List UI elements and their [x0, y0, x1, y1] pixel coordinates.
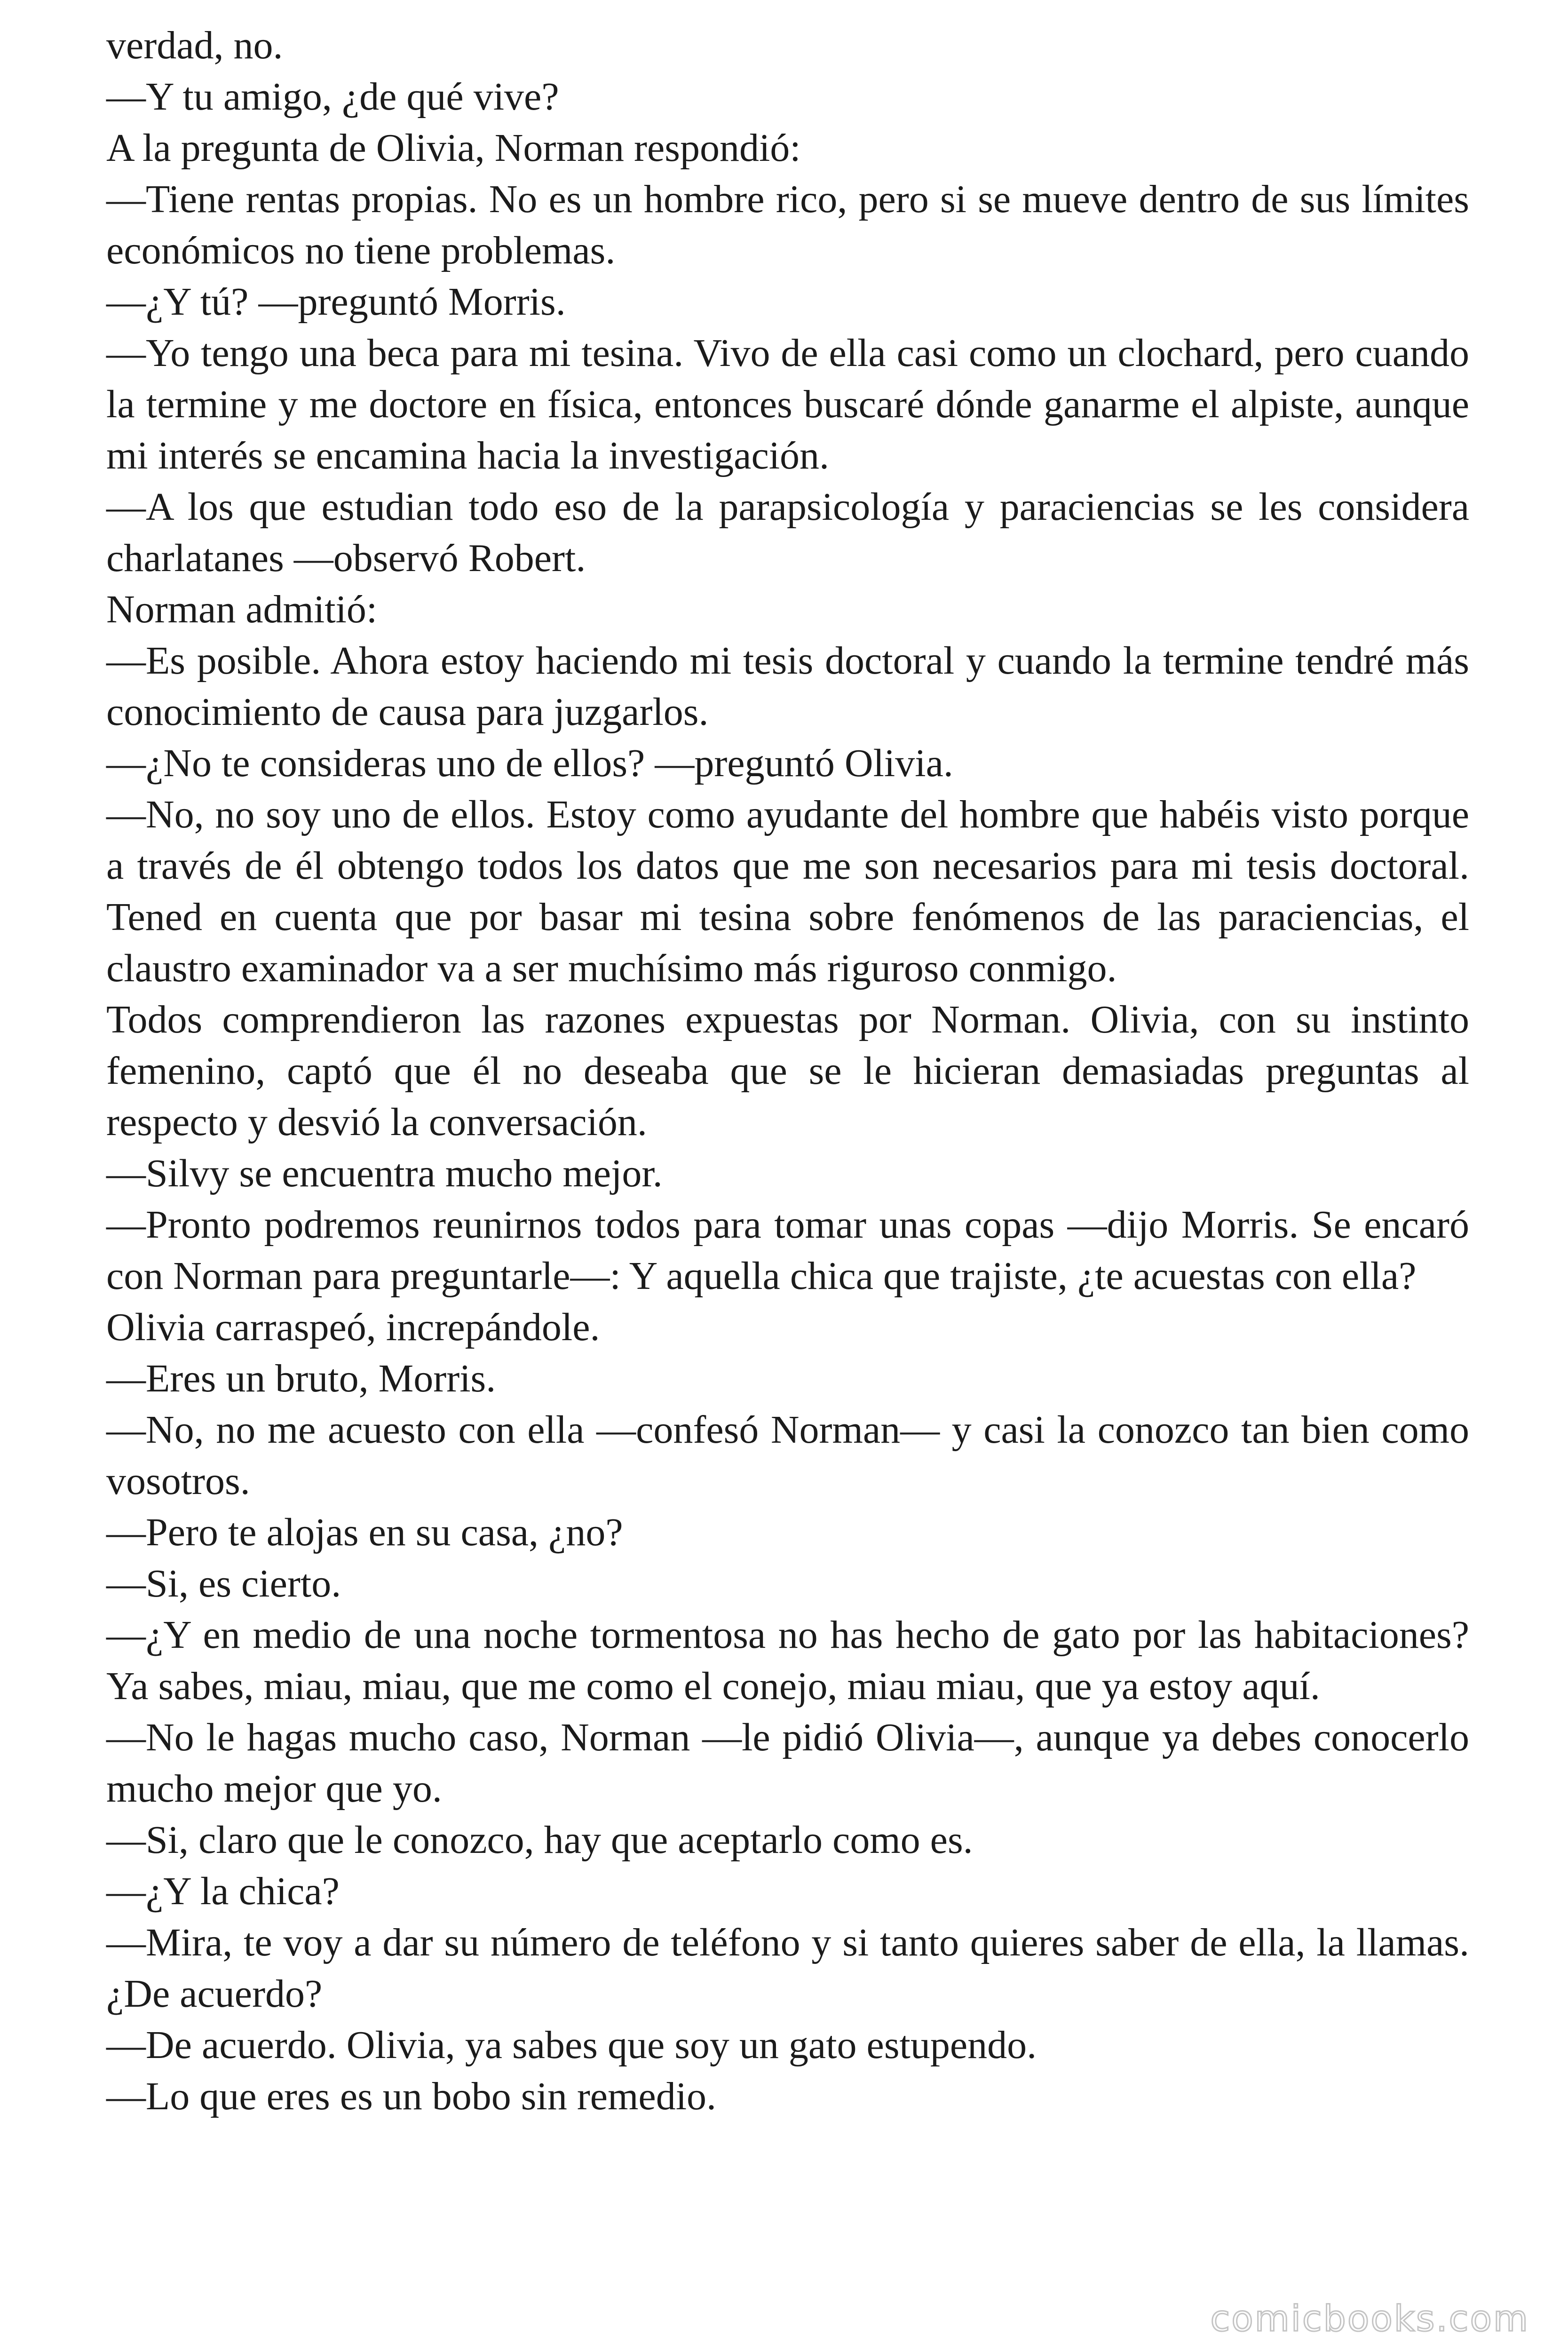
paragraph: —Pero te alojas en su casa, ¿no? [106, 1510, 623, 1554]
paragraph: verdad, no. [106, 24, 283, 67]
watermark: comicbooks.com [1210, 2297, 1529, 2339]
paragraph: —No, no soy uno de ellos. Estoy como ayudante del hombre que habéis visto porque a través de él obtengo todos los datos que me son necesarios para mi tesis doctoral. Tened en cuenta que por basar mi tesina sobre fenómenos de las paraciencias, el claustro examinador va a ser muchísimo más riguroso conmigo. [106, 793, 1469, 990]
paragraph: Norman admitió: [106, 588, 378, 631]
paragraph: —Y tu amigo, ¿de qué vive? [106, 75, 559, 119]
paragraph: —¿No te consideras uno de ellos? —preguntó Olivia. [106, 741, 953, 785]
paragraph: A la pregunta de Olivia, Norman respondió: [106, 126, 801, 170]
paragraph: Todos comprendieron las razones expuestas por Norman. Olivia, con su instinto femenino, captó que él no deseaba que se le hicieran demasiadas preguntas al respecto y desvió la conversación. [106, 998, 1469, 1144]
document-page [106, 20, 1469, 2122]
paragraph: —Eres un bruto, Morris. [106, 1357, 496, 1400]
paragraph: —¿Y la chica? [106, 1869, 340, 1913]
paragraph: —Si, claro que le conozco, hay que aceptarlo como es. [106, 1818, 973, 1862]
paragraph: —Lo que eres es un bobo sin remedio. [106, 2074, 717, 2118]
paragraph: Olivia carraspeó, increpándole. [106, 1305, 600, 1349]
paragraph: —No le hagas mucho caso, Norman —le pidió Olivia—, aunque ya debes conocerlo mucho mejor que yo. [106, 1716, 1469, 1811]
paragraph: —De acuerdo. Olivia, ya sabes que soy un gato estupendo. [106, 2023, 1037, 2067]
paragraph: —Mira, te voy a dar su número de teléfono y si tanto quieres saber de ella, la llamas. ¿De acuerdo? [106, 1921, 1469, 2016]
paragraph: —Tiene rentas propias. No es un hombre rico, pero si se mueve dentro de sus límites económicos no tiene problemas. [106, 177, 1469, 272]
paragraph: —A los que estudian todo eso de la parapsicología y paraciencias se les considera charlatanes —observó Robert. [106, 485, 1469, 580]
paragraph: —Silvy se encuentra mucho mejor. [106, 1152, 663, 1195]
paragraph: —Es posible. Ahora estoy haciendo mi tesis doctoral y cuando la termine tendré más conocimiento de causa para juzgarlos. [106, 639, 1469, 734]
paragraph: —Pronto podremos reunirnos todos para tomar unas copas —dijo Morris. Se encaró con Norman para preguntarle—: Y aquella chica que trajiste, ¿te acuestas con ella? [106, 1203, 1469, 1298]
paragraph: —No, no me acuesto con ella —confesó Norman— y casi la conozco tan bien como vosotros. [106, 1408, 1469, 1503]
paragraph: —Yo tengo una beca para mi tesina. Vivo de ella casi como un clochard, pero cuando la termine y me doctore en física, entonces buscaré dónde ganarme el alpiste, aunque mi interés se encamina hacia la investigación. [106, 331, 1469, 477]
paragraph: —¿Y tú? —preguntó Morris. [106, 280, 566, 324]
paragraph: —¿Y en medio de una noche tormentosa no has hecho de gato por las habitaciones? Ya sabes, miau, miau, que me como el conejo, miau miau, que ya estoy aquí. [106, 1613, 1469, 1708]
paragraph: —Si, es cierto. [106, 1562, 341, 1605]
